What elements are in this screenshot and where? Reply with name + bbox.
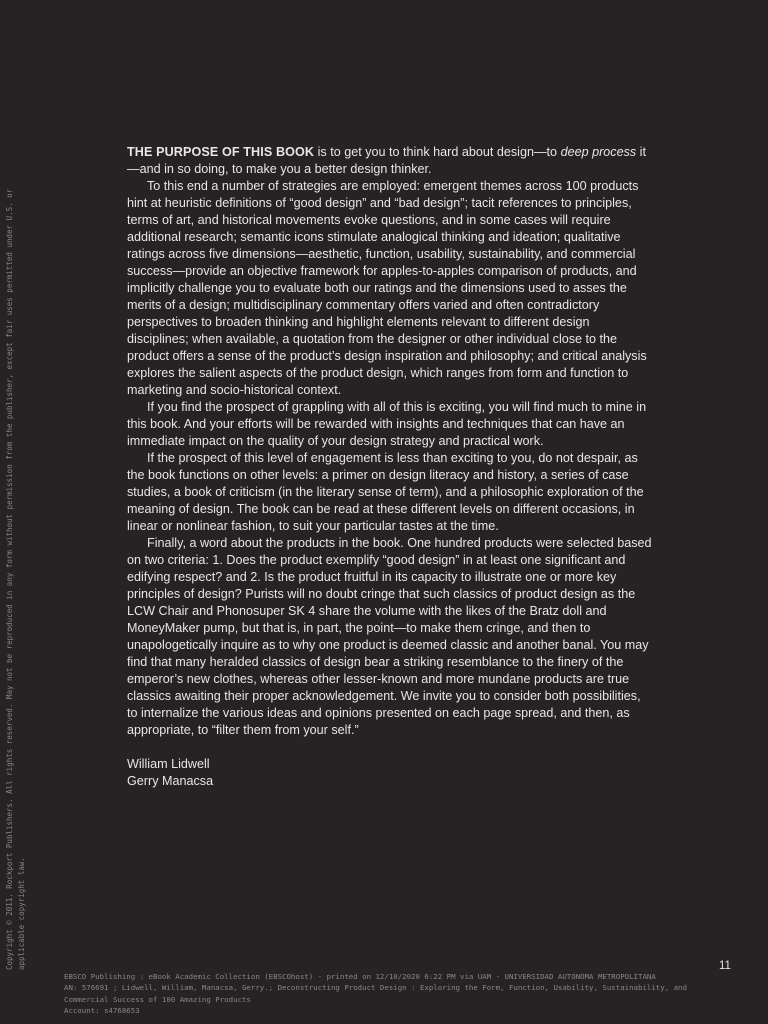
copyright-line: Copyright © 2011. Rockport Publishers. All rights reserved. May not be reproduced in any form without permission from the publisher, except fair uses permitted under U.S. or [5,188,14,970]
copyright-side-note [4,90,44,970]
preface-text [127,144,652,790]
body-paragraph: Finally, a word about the products in the book. One hundred products were selected based on two criteria: 1. Does the product exemplify “good design” in at least one significant and edifying respect? and 2. Is the product fruitful in its capacity to illustrate one or more key principles of design? Purists will no doubt cringe that such classics of product design as the LCW Chair and Phonosuper SK 4 share the volume with the likes of the Bratz doll and MoneyMaker pump, but that is, in part, the point—to make them cringe, and then to unapologetically inquire as to why one product is deemed classic and another banal. You may find that many heralded classics of design bear a striking resemblance to the finery of the emperor’s new clothes, whereas other lesser-known and more mundane products are true classics awaiting their proper acknowledgement. We invite you to consider both possibilities, to internalize the various ideas and opinions presented on each page spread, and then, as appropriate, to “filter them from your self.” [127,536,652,737]
ebsco-footer [64,971,744,1016]
author-name: William Lidwell [127,757,210,771]
body-paragraph: If the prospect of this level of engagement is less than exciting to you, do not despair, as the book functions on other levels: a primer on design literacy and history, a series of case studies, a book of criticism (in the literary sense of term), and a philosophic exploration of the meaning of design. The book can be read at these different levels on different occasions, in linear or nonlinear fashion, to suit your particular tastes at the time. [127,451,644,533]
intro-paragraph [127,144,652,178]
author-name: Gerry Manacsa [127,774,214,788]
page-number: 11 [719,960,731,972]
body-paragraph: If you find the prospect of grappling with all of this is exciting, you will find much to mine in this book. And your efforts will be rewarded with insights and techniques that can have an immediate impact on the quality of your design strategy and practical work. [127,400,647,448]
footer-line: Commercial Success of 100 Amazing Products [64,994,251,1004]
intro-text: is to get you to think hard about design—to [314,145,561,159]
intro-text: it—and in so doing, to make you a better design thinker. [127,145,646,176]
intro-emphasis: deep process [560,145,637,159]
footer-line: AN: 576691 ; Lidwell, William, Manacsa, Gerry.; Deconstructing Product Design : Exploring the Form, Function, Usability, Sustainability, and [64,983,687,993]
footer-line: Account: s4768653 [64,1005,140,1015]
body-paragraph: To this end a number of strategies are employed: emergent themes across 100 products hint at heuristic definitions of “good design” and “bad design”; tacit references to principles, terms of art, and historical movements evoke questions, and in some cases will require additional research; semantic icons stimulate analogical thinking and ideation; qualitative ratings across five dimensions—aesthetic, function, usability, sustainability, and commercial success—provide an objective framework for apples-to-apples comparison of products, and implicitly challenge you to evaluate both our ratings and the dimensions used to asses the merits of a design; multidisciplinary commentary offers varied and often contradictory perspectives to broaden thinking and highlight elements relevant to different design disciplines; when available, a quotation from the designer or other individual close to the product offers a sense of the product’s design inspiration and philosophy; and critical analysis explores the salient aspects of the product design, which ranges from form and function to marketing and socio-historical context. [127,179,647,397]
author-signatures [127,756,652,790]
footer-line: EBSCO Publishing : eBook Academic Collection (EBSCOhost) - printed on 12/10/2020 6:22 PM via UAM - UNIVERSIDAD AUTONOMA METROPOLITANA [64,972,656,981]
lead-heading: THE PURPOSE OF THIS BOOK [127,145,315,159]
copyright-line: applicable copyright law. [17,857,26,970]
